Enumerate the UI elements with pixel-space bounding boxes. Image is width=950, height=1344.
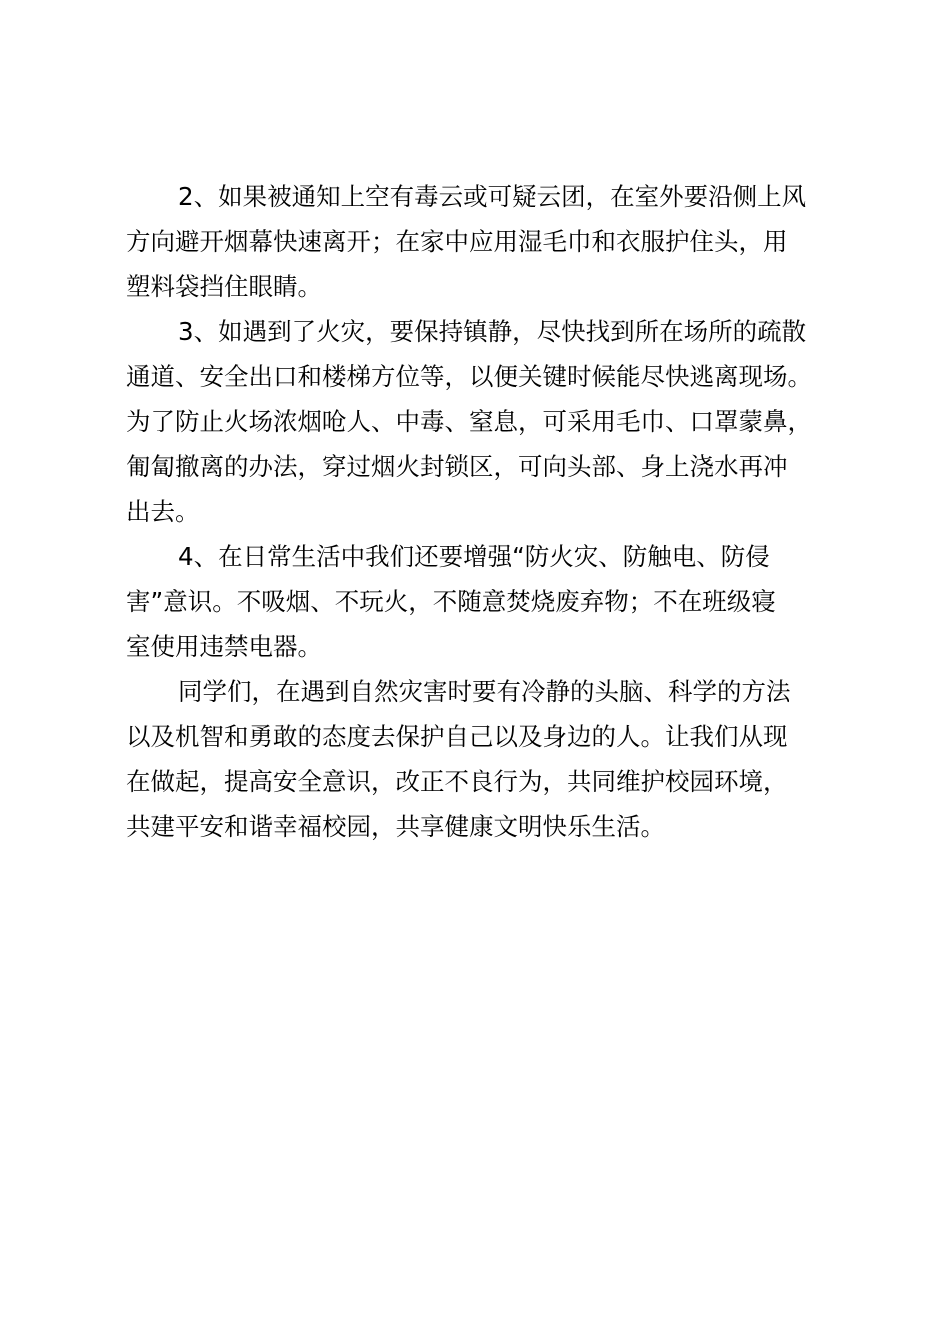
document-body bbox=[126, 174, 856, 849]
paragraph-line: 出去。 bbox=[126, 497, 200, 526]
paragraph-line: 以及机智和勇敢的态度去保护自己以及身边的人。让我们从现 bbox=[126, 722, 788, 751]
paragraph-conclusion bbox=[126, 669, 856, 849]
paragraph-line: 同学们，在遇到自然灾害时要有冷静的头脑、科学的方法 bbox=[178, 677, 791, 706]
paragraph-line: 2、如果被通知上空有毒云或可疑云团，在室外要沿侧上风 bbox=[178, 182, 807, 211]
paragraph-line: 方向避开烟幕快速离开；在家中应用湿毛巾和衣服护住头，用 bbox=[126, 227, 788, 256]
paragraph-line: 共建平安和谐幸福校园，共享健康文明快乐生活。 bbox=[126, 812, 665, 841]
paragraph-line: 4、在日常生活中我们还要增强“防火灾、防触电、防侵 bbox=[178, 542, 770, 571]
paragraph-line: 为了防止火场浓烟呛人、中毒、窒息，可采用毛巾、口罩蒙鼻， bbox=[126, 407, 812, 436]
paragraph-line: 3、如遇到了火灾，要保持镇静，尽快找到所在场所的疏散 bbox=[178, 317, 807, 346]
paragraph-fire bbox=[126, 309, 856, 534]
paragraph-toxic-cloud bbox=[126, 174, 856, 309]
paragraph-line: 通道、安全出口和楼梯方位等，以便关键时候能尽快逃离现场。 bbox=[126, 362, 812, 391]
paragraph-line: 塑料袋挡住眼睛。 bbox=[126, 272, 322, 301]
paragraph-line: 室使用违禁电器。 bbox=[126, 632, 322, 661]
paragraph-daily-safety bbox=[126, 534, 856, 669]
paragraph-line: 匍匐撤离的办法，穿过烟火封锁区，可向头部、身上浇水再冲 bbox=[126, 452, 788, 481]
paragraph-line: 在做起，提高安全意识，改正不良行为，共同维护校园环境， bbox=[126, 767, 788, 796]
paragraph-line: 害”意识。不吸烟、不玩火，不随意焚烧废弃物；不在班级寝 bbox=[126, 587, 776, 616]
